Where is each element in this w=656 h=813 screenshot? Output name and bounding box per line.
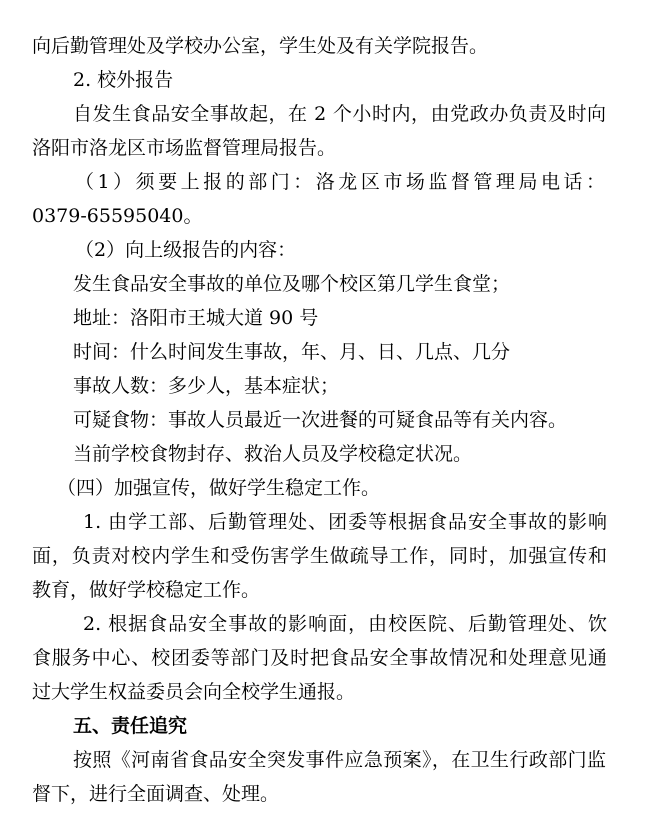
text-line: 时间：什么时间发生事故，年、月、日、几点、几分: [73, 341, 511, 363]
text-line: 过大学生权益委员会向全校学生通报。: [32, 681, 356, 703]
phone-number: 0379-65595040。: [32, 205, 203, 227]
text-line: 发生食品安全事故的单位及哪个校区第几学生食堂；: [73, 273, 511, 295]
text-line: 当前学校食物封存、救治人员及学校稳定状况。: [73, 443, 473, 465]
text-line: （1）须要上报的部门：洛龙区市场监督管理局电话：: [75, 171, 605, 193]
text-line: 可疑食物：事故人员最近一次进餐的可疑食品等有关内容。: [73, 409, 568, 431]
subsection-heading: 2. 校外报告: [73, 69, 174, 91]
text-line: 2. 根据食品安全事故的影响面，由校医院、后勤管理处、饮: [83, 613, 607, 635]
text-line: 1. 由学工部、后勤管理处、团委等根据食品安全事故的影响: [83, 511, 607, 533]
text-line: 向后勤管理处及学校办公室，学生处及有关学院报告。: [32, 35, 489, 57]
text-line: 地址：洛阳市王城大道 90 号: [73, 307, 319, 329]
text-line: 面，负责对校内学生和受伤害学生做疏导工作，同时，加强宣传和: [32, 545, 607, 567]
section-heading: （四）加强宣传，做好学生稳定工作。: [57, 477, 381, 499]
text-line: 事故人数：多少人，基本症状；: [73, 375, 340, 397]
text-line: 按照《河南省食品安全突发事件应急预案》，在卫生行政部门监: [73, 749, 606, 771]
text-line: 洛阳市洛龙区市场监督管理局报告。: [32, 137, 337, 159]
text-line: 督下，进行全面调查、处理。: [32, 783, 280, 805]
section-heading-bold: 五、责任追究: [73, 715, 188, 737]
text-line: 自发生食品安全事故起，在 2 个小时内，由党政办负责及时向: [73, 103, 606, 125]
text-line: （2）向上级报告的内容：: [75, 239, 297, 261]
text-line: 教育，做好学校稳定工作。: [32, 579, 261, 601]
text-line: 食服务中心、校团委等部门及时把食品安全事故情况和处理意见通: [32, 647, 607, 669]
